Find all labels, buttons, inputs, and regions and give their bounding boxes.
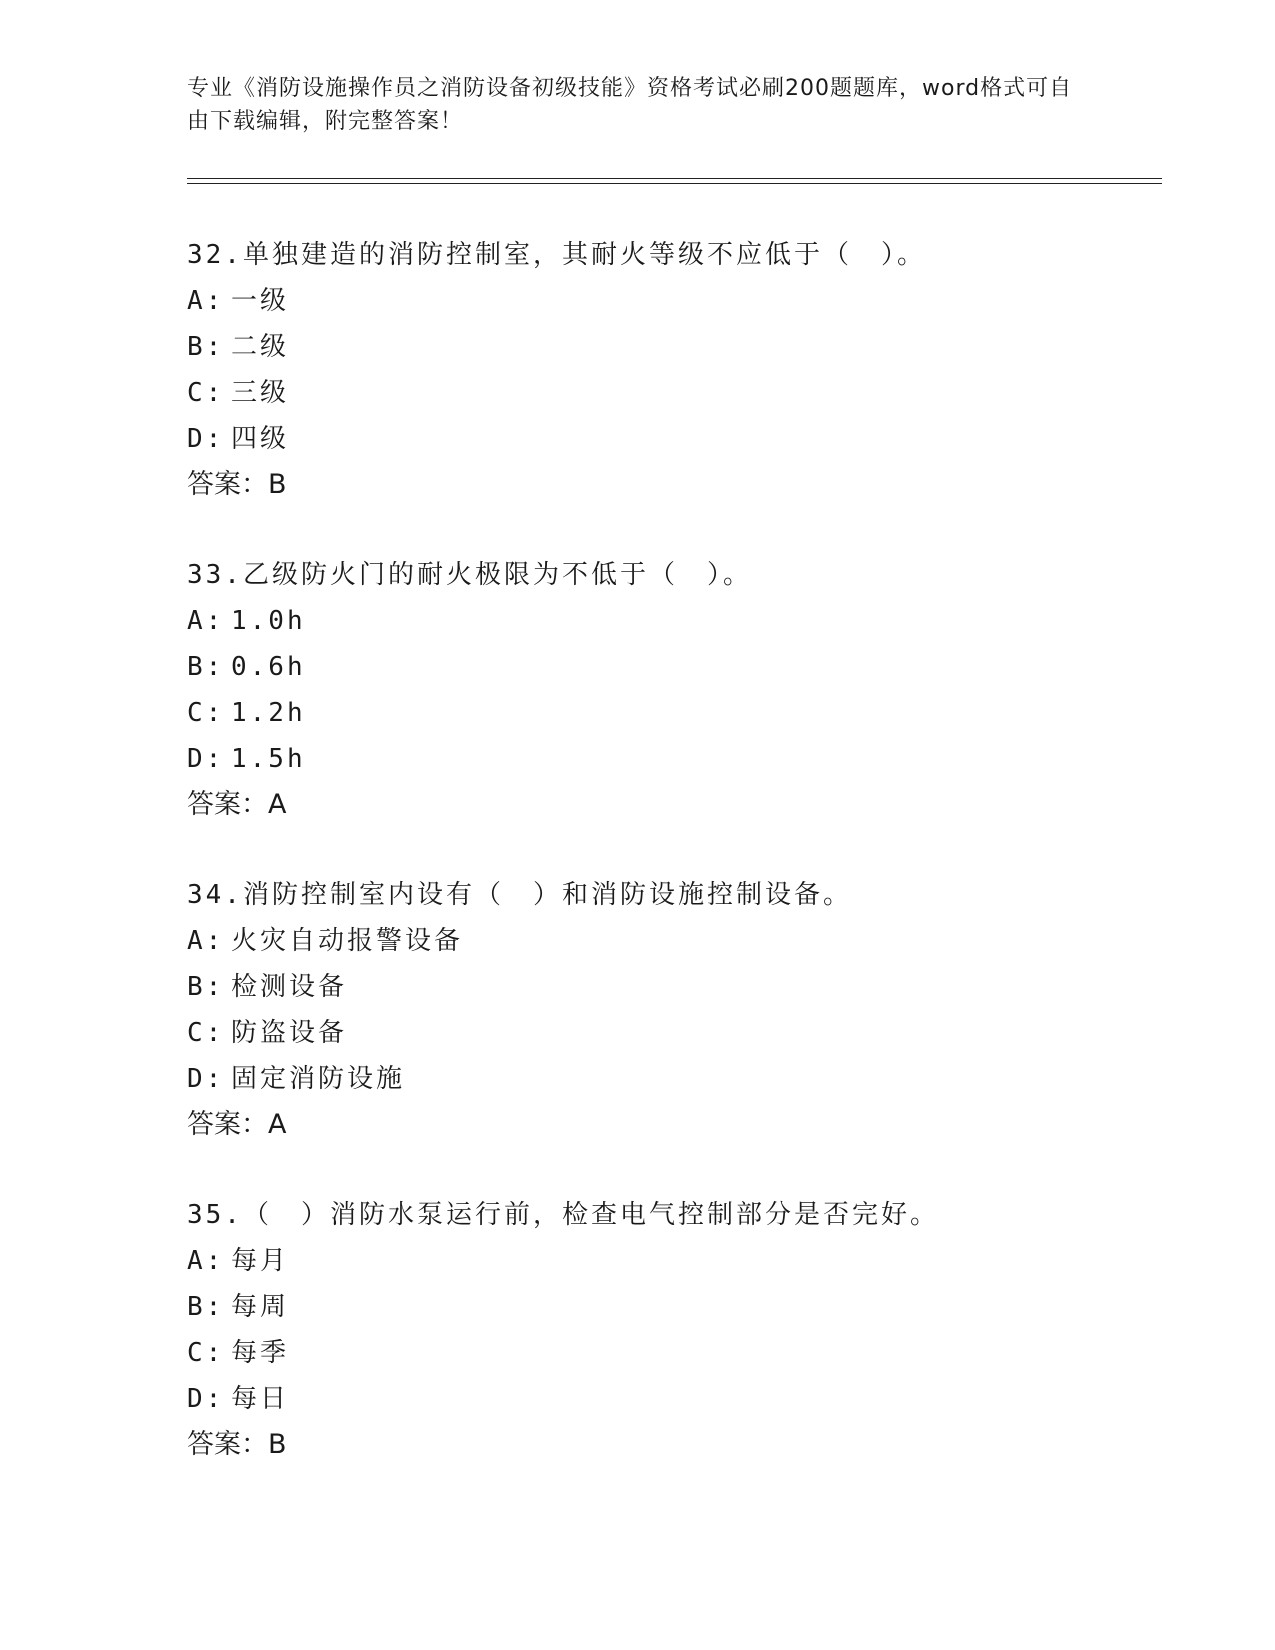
answer-line: 答案：A bbox=[187, 1109, 287, 1140]
question-stem: 33.乙级防火门的耐火极限为不低于（ ）。 bbox=[187, 560, 752, 590]
option-letter: B: bbox=[187, 972, 225, 1002]
header-divider-bottom bbox=[187, 183, 1162, 184]
option-letter: D: bbox=[187, 744, 225, 774]
option-letter: C: bbox=[187, 1018, 225, 1048]
option-letter: D: bbox=[187, 1384, 225, 1414]
option-d bbox=[187, 1376, 1147, 1422]
question-stem: 35.（ ）消防水泵运行前，检查电气控制部分是否完好。 bbox=[187, 1200, 939, 1230]
option-text: 每季 bbox=[231, 1338, 290, 1368]
option-b bbox=[187, 324, 1147, 370]
option-letter: B: bbox=[187, 332, 225, 362]
option-d bbox=[187, 416, 1147, 462]
question-stem: 34.消防控制室内设有（ ）和消防设施控制设备。 bbox=[187, 880, 852, 910]
option-text: 防盗设备 bbox=[231, 1018, 348, 1048]
option-d bbox=[187, 736, 1147, 782]
option-letter: C: bbox=[187, 378, 225, 408]
option-text: 1.0h bbox=[231, 606, 306, 636]
option-text: 每月 bbox=[231, 1246, 290, 1276]
answer-line: 答案：B bbox=[187, 469, 287, 500]
option-b bbox=[187, 964, 1147, 1010]
option-text: 火灾自动报警设备 bbox=[231, 926, 464, 956]
option-letter: B: bbox=[187, 652, 225, 682]
question-stem: 32.单独建造的消防控制室，其耐火等级不应低于（ ）。 bbox=[187, 240, 926, 270]
option-text: 1.5h bbox=[231, 744, 306, 774]
header-divider-top bbox=[187, 178, 1162, 179]
option-letter: D: bbox=[187, 1064, 225, 1094]
document-intro: 专业《消防设施操作员之消防设备初级技能》资格考试必刷200题题库，word格式可自由下载编辑，附完整答案！ bbox=[187, 76, 1073, 134]
option-text: 二级 bbox=[231, 332, 290, 362]
option-b bbox=[187, 1284, 1147, 1330]
option-text: 检测设备 bbox=[231, 972, 348, 1002]
option-letter: A: bbox=[187, 926, 225, 956]
option-letter: A: bbox=[187, 606, 225, 636]
option-text: 四级 bbox=[231, 424, 290, 454]
option-text: 三级 bbox=[231, 378, 290, 408]
option-a bbox=[187, 598, 1147, 644]
option-text: 一级 bbox=[231, 286, 290, 316]
option-c bbox=[187, 1010, 1147, 1056]
option-a bbox=[187, 918, 1147, 964]
option-text: 1.2h bbox=[231, 698, 306, 728]
option-a bbox=[187, 1238, 1147, 1284]
answer-line: 答案：A bbox=[187, 789, 287, 820]
option-c bbox=[187, 690, 1147, 736]
option-b bbox=[187, 644, 1147, 690]
answer-line: 答案：B bbox=[187, 1429, 287, 1460]
option-text: 每日 bbox=[231, 1384, 290, 1414]
option-text: 每周 bbox=[231, 1292, 290, 1322]
option-letter: A: bbox=[187, 286, 225, 316]
option-text: 固定消防设施 bbox=[231, 1064, 406, 1094]
option-c bbox=[187, 1330, 1147, 1376]
question-block bbox=[187, 1192, 1147, 1468]
option-letter: C: bbox=[187, 698, 225, 728]
option-letter: B: bbox=[187, 1292, 225, 1322]
option-letter: C: bbox=[187, 1338, 225, 1368]
question-block bbox=[187, 552, 1147, 828]
option-letter: A: bbox=[187, 1246, 225, 1276]
question-block bbox=[187, 872, 1147, 1148]
option-a bbox=[187, 278, 1147, 324]
option-c bbox=[187, 370, 1147, 416]
option-text: 0.6h bbox=[231, 652, 306, 682]
question-block bbox=[187, 232, 1147, 508]
option-d bbox=[187, 1056, 1147, 1102]
option-letter: D: bbox=[187, 424, 225, 454]
